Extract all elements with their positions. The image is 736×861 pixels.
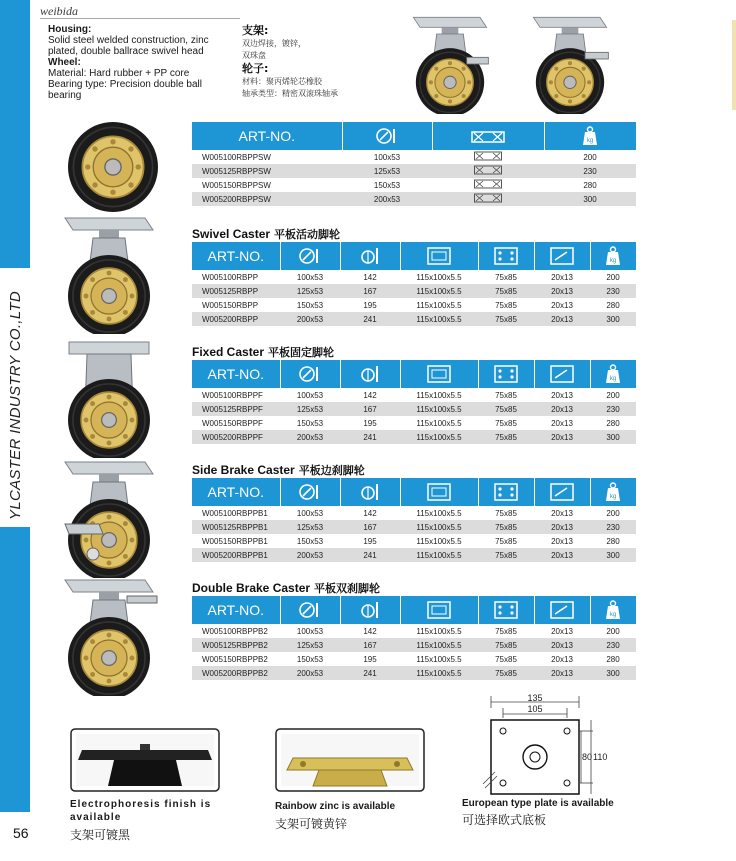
height-cell: 142 bbox=[363, 508, 377, 518]
load-cell: 280 bbox=[606, 654, 620, 664]
bolt-hole-cell: 75x85 bbox=[495, 390, 517, 400]
load-cell: 300 bbox=[544, 192, 636, 206]
fixed-caster-photo bbox=[50, 338, 168, 458]
bolt-size-cell: 20x13 bbox=[534, 284, 590, 298]
wheel-size-cell: 100x53 bbox=[296, 508, 324, 518]
wheel-size-cell: 125x53 bbox=[280, 284, 340, 298]
col-bolt-hole bbox=[478, 478, 534, 506]
col-load bbox=[590, 596, 636, 624]
col-height bbox=[340, 242, 400, 270]
wheel-size-cell: 125x53 bbox=[280, 520, 340, 534]
bolt-hole-cell: 75x85 bbox=[495, 626, 517, 636]
bolt-hole-cell: 75x85 bbox=[478, 638, 534, 652]
bolt-size-cell: 20x13 bbox=[551, 654, 573, 664]
top-plate-cell: 115x100x5.5 bbox=[400, 548, 478, 562]
height-cell: 167 bbox=[340, 402, 400, 416]
section-title-cn: 平板双刹脚轮 bbox=[314, 582, 381, 595]
col-height bbox=[340, 596, 400, 624]
top-plate-cell: 115x100x5.5 bbox=[416, 654, 462, 664]
art-no-cell: W005100RBPPSW bbox=[202, 152, 271, 162]
top-plate-icon bbox=[474, 193, 502, 203]
load-cell: 230 bbox=[544, 164, 636, 178]
height-cell: 195 bbox=[363, 536, 377, 546]
art-no-cell: W005200RBPPSW bbox=[192, 192, 342, 206]
wheel-size-cell: 200x53 bbox=[342, 192, 432, 206]
col-load bbox=[590, 360, 636, 388]
material-text-cn: 材料：聚丙烯轮芯橡胶 bbox=[242, 77, 322, 86]
dim-135-label: 135 bbox=[527, 694, 543, 703]
load-cell: 230 bbox=[590, 638, 636, 652]
wheel-size-cell: 150x53 bbox=[373, 180, 401, 190]
col-load bbox=[544, 122, 636, 150]
height-cell: 167 bbox=[340, 520, 400, 534]
table-row bbox=[192, 624, 636, 638]
bolt-size-icon bbox=[550, 365, 574, 383]
bolt-hole-cell: 75x85 bbox=[495, 508, 517, 518]
col-height bbox=[340, 478, 400, 506]
bolt-hole-cell: 75x85 bbox=[478, 666, 534, 680]
table-row bbox=[192, 416, 636, 430]
bolt-size-icon bbox=[550, 601, 574, 619]
wheel-size-icon bbox=[375, 126, 399, 146]
housing-line2-cn: 双珠盘 bbox=[242, 51, 266, 60]
col-top-plate bbox=[400, 360, 478, 388]
load-cell: 280 bbox=[583, 180, 597, 190]
top-plate-icon bbox=[427, 601, 451, 619]
col-plate bbox=[432, 122, 544, 150]
svg-text:kg: kg bbox=[610, 494, 617, 500]
wheel-size-cell: 200x53 bbox=[280, 666, 340, 680]
bolt-hole-cell: 75x85 bbox=[478, 312, 534, 326]
bolt-hole-icon bbox=[494, 365, 518, 383]
art-no-cell: W005125RBPPSW bbox=[192, 164, 342, 178]
table-row bbox=[192, 298, 636, 312]
brand-logo: weibida bbox=[40, 4, 78, 18]
bolt-size-cell: 20x13 bbox=[534, 638, 590, 652]
bolt-size-cell: 20x13 bbox=[534, 430, 590, 444]
art-no-cell: W005150RBPPB2 bbox=[202, 654, 268, 664]
table-row bbox=[192, 520, 636, 534]
load-icon bbox=[604, 482, 622, 502]
wheel-size-cell: 200x53 bbox=[280, 312, 340, 326]
art-no-cell: W005100RBPPF bbox=[202, 390, 263, 400]
housing-label-cn: 支架: bbox=[242, 24, 269, 37]
bolt-size-icon bbox=[550, 247, 574, 265]
height-cell: 241 bbox=[340, 312, 400, 326]
table-row bbox=[192, 666, 636, 680]
right-edge-strip bbox=[732, 20, 736, 110]
top-plate-icon bbox=[427, 483, 451, 501]
col-bolt-size bbox=[534, 478, 590, 506]
col-bolt-size bbox=[534, 242, 590, 270]
rainbow-zinc-caption-cn: 支架可镀黄锌 bbox=[275, 817, 348, 831]
art-no-cell: W005100RBPPB2 bbox=[202, 626, 268, 636]
col-top-plate bbox=[400, 242, 478, 270]
height-cell: 241 bbox=[340, 430, 400, 444]
section-title bbox=[192, 462, 365, 478]
wheel-size-icon bbox=[298, 246, 322, 266]
material-text: Material: Hard rubber + PP core bbox=[48, 68, 190, 79]
art-no-cell: W005125RBPPB2 bbox=[192, 638, 280, 652]
height-cell: 167 bbox=[340, 284, 400, 298]
section-title-cn: 平板活动脚轮 bbox=[274, 228, 341, 241]
col-height bbox=[340, 360, 400, 388]
top-plate-cell: 115x100x5.5 bbox=[400, 430, 478, 444]
top-plate-cell: 115x100x5.5 bbox=[416, 390, 462, 400]
col-bolt-hole bbox=[478, 596, 534, 624]
housing-label: Housing: bbox=[48, 24, 92, 35]
load-icon bbox=[604, 246, 622, 266]
bolt-size-icon bbox=[550, 483, 574, 501]
caster-photo-brake-2 bbox=[520, 14, 620, 114]
rainbow-zinc-photo bbox=[275, 728, 425, 792]
col-wheel-size bbox=[280, 596, 340, 624]
top-plate-cell: 115x100x5.5 bbox=[416, 626, 462, 636]
top-plate-cell: 115x100x5.5 bbox=[416, 300, 462, 310]
col-wheel-size bbox=[280, 478, 340, 506]
load-cell: 300 bbox=[590, 430, 636, 444]
col-wheel-size bbox=[280, 360, 340, 388]
bearing-text: Bearing type: Precision double ball bearing bbox=[48, 79, 202, 101]
dim-110-label: 110 bbox=[593, 752, 608, 762]
top-plate-cell: 115x100x5.5 bbox=[416, 536, 462, 546]
bolt-size-cell: 20x13 bbox=[534, 548, 590, 562]
wheel-photo bbox=[68, 122, 158, 212]
bearing-text-cn: 轴承类型：精密双滚珠轴承 bbox=[242, 89, 338, 98]
load-cell: 230 bbox=[590, 402, 636, 416]
bolt-hole-cell: 75x85 bbox=[478, 402, 534, 416]
art-no-cell: W005150RBPPSW bbox=[202, 180, 271, 190]
load-cell: 200 bbox=[606, 272, 620, 282]
bolt-size-cell: 20x13 bbox=[551, 536, 573, 546]
table-row bbox=[192, 534, 636, 548]
dim-80-label: 80 bbox=[582, 752, 593, 762]
bolt-size-cell: 20x13 bbox=[534, 520, 590, 534]
load-cell: 200 bbox=[606, 390, 620, 400]
top-plate-cell: 115x100x5.5 bbox=[400, 402, 478, 416]
col-art-no: ART-NO. bbox=[192, 242, 280, 270]
table-row bbox=[192, 178, 636, 192]
wheel-size-cell: 125x53 bbox=[280, 402, 340, 416]
section-title-en: Fixed Caster bbox=[192, 345, 265, 359]
load-cell: 200 bbox=[583, 152, 597, 162]
art-no-cell: W005200RBPPB2 bbox=[192, 666, 280, 680]
load-cell: 280 bbox=[606, 536, 620, 546]
height-icon bbox=[359, 364, 381, 384]
sidebar-top-band bbox=[0, 0, 30, 268]
logo-underline bbox=[40, 18, 240, 19]
spec-table bbox=[192, 596, 636, 680]
wheel-size-cell: 125x53 bbox=[280, 638, 340, 652]
top-plate-cell: 115x100x5.5 bbox=[400, 312, 478, 326]
table-row bbox=[192, 150, 636, 164]
wheel-size-cell: 150x53 bbox=[296, 418, 324, 428]
svg-text:kg: kg bbox=[587, 138, 594, 144]
table-row bbox=[192, 164, 636, 178]
height-cell: 142 bbox=[363, 272, 377, 282]
art-no-cell: W005150RBPPB1 bbox=[202, 536, 268, 546]
swivel-caster-photo bbox=[50, 214, 168, 334]
wheel-size-icon bbox=[298, 364, 322, 384]
top-plate-icon bbox=[474, 179, 502, 189]
top-plate-icon bbox=[427, 365, 451, 383]
col-bolt-size bbox=[534, 360, 590, 388]
wheel-size-cell: 150x53 bbox=[296, 536, 324, 546]
height-icon bbox=[359, 600, 381, 620]
bolt-size-cell: 20x13 bbox=[534, 666, 590, 680]
section-title bbox=[192, 580, 380, 596]
top-plate-cell: 115x100x5.5 bbox=[416, 508, 462, 518]
load-cell: 300 bbox=[590, 312, 636, 326]
col-art-no: ART-NO. bbox=[192, 360, 280, 388]
col-load bbox=[590, 478, 636, 506]
col-art-no: ART-NO. bbox=[192, 596, 280, 624]
spec-table bbox=[192, 360, 636, 444]
col-bolt-size bbox=[534, 596, 590, 624]
bolt-size-cell: 20x13 bbox=[534, 402, 590, 416]
top-plate-icon bbox=[427, 247, 451, 265]
art-no-cell: W005100RBPP bbox=[202, 272, 259, 282]
dim-105-label: 105 bbox=[527, 704, 543, 714]
height-cell: 167 bbox=[340, 638, 400, 652]
electrophoresis-photo bbox=[70, 728, 220, 792]
bolt-hole-cell: 75x85 bbox=[478, 548, 534, 562]
electrophoresis-caption: Electrophoresis finish is available bbox=[70, 799, 212, 823]
art-no-cell: W005100RBPPB1 bbox=[202, 508, 268, 518]
table-row bbox=[192, 430, 636, 444]
wheel-label: Wheel: bbox=[48, 57, 81, 68]
wheel-spec-table bbox=[192, 122, 636, 206]
top-plate-cell: 115x100x5.5 bbox=[400, 666, 478, 680]
height-cell: 142 bbox=[363, 626, 377, 636]
spec-table bbox=[192, 242, 636, 326]
top-plate-cell: 115x100x5.5 bbox=[400, 638, 478, 652]
plate-cell bbox=[432, 192, 544, 206]
bolt-size-cell: 20x13 bbox=[551, 300, 573, 310]
load-cell: 230 bbox=[590, 520, 636, 534]
plate-cell bbox=[432, 150, 544, 164]
height-cell: 195 bbox=[363, 300, 377, 310]
wheel-size-cell: 125x53 bbox=[342, 164, 432, 178]
table-row bbox=[192, 638, 636, 652]
spec-chinese bbox=[242, 24, 382, 100]
table-row bbox=[192, 402, 636, 416]
col-wheel-size bbox=[342, 122, 432, 150]
wheel-size-cell: 200x53 bbox=[280, 430, 340, 444]
bolt-hole-cell: 75x85 bbox=[495, 272, 517, 282]
load-icon bbox=[604, 364, 622, 384]
top-plate-icon bbox=[471, 129, 505, 145]
bolt-hole-cell: 75x85 bbox=[495, 418, 517, 428]
double-brake-caster-photo bbox=[50, 576, 168, 696]
table-row bbox=[192, 548, 636, 562]
section-title-en: Side Brake Caster bbox=[192, 463, 295, 477]
load-icon bbox=[581, 126, 599, 146]
table-row bbox=[192, 388, 636, 402]
wheel-size-cell: 100x53 bbox=[296, 390, 324, 400]
art-no-cell: W005200RBPP bbox=[192, 312, 280, 326]
bolt-hole-cell: 75x85 bbox=[495, 654, 517, 664]
bolt-hole-cell: 75x85 bbox=[478, 284, 534, 298]
bolt-size-cell: 20x13 bbox=[551, 272, 573, 282]
top-plate-cell: 115x100x5.5 bbox=[416, 418, 462, 428]
load-cell: 300 bbox=[590, 666, 636, 680]
load-cell: 280 bbox=[606, 418, 620, 428]
bolt-hole-icon bbox=[494, 601, 518, 619]
col-top-plate bbox=[400, 596, 478, 624]
art-no-cell: W005150RBPPF bbox=[202, 418, 263, 428]
load-icon bbox=[604, 600, 622, 620]
table-row bbox=[192, 652, 636, 666]
section-title bbox=[192, 344, 334, 360]
bolt-hole-icon bbox=[494, 483, 518, 501]
housing-text: Solid steel welded construction, zinc plated, double ballrace swivel head bbox=[48, 35, 209, 57]
art-no-cell: W005150RBPP bbox=[202, 300, 259, 310]
top-plate-cell: 115x100x5.5 bbox=[400, 284, 478, 298]
col-art-no: ART-NO. bbox=[192, 122, 342, 150]
wheel-size-cell: 100x53 bbox=[373, 152, 401, 162]
top-plate-icon bbox=[474, 151, 502, 161]
table-row bbox=[192, 312, 636, 326]
bolt-size-cell: 20x13 bbox=[551, 508, 573, 518]
load-cell: 300 bbox=[590, 548, 636, 562]
table-row bbox=[192, 270, 636, 284]
european-plate-caption-cn: 可选择欧式底板 bbox=[462, 813, 547, 827]
col-wheel-size bbox=[280, 242, 340, 270]
page-number: 56 bbox=[13, 825, 29, 841]
height-cell: 195 bbox=[363, 418, 377, 428]
section-title bbox=[192, 226, 340, 242]
wheel-size-icon bbox=[298, 482, 322, 502]
electrophoresis-caption-cn: 支架可镀黑 bbox=[70, 828, 131, 842]
top-plate-cell: 115x100x5.5 bbox=[416, 272, 462, 282]
bolt-size-cell: 20x13 bbox=[551, 626, 573, 636]
height-cell: 241 bbox=[340, 548, 400, 562]
art-no-cell: W005125RBPP bbox=[192, 284, 280, 298]
height-cell: 241 bbox=[340, 666, 400, 680]
european-plate-diagram bbox=[475, 694, 615, 798]
european-plate-caption: European type plate is available bbox=[462, 798, 614, 809]
top-plate-cell: 115x100x5.5 bbox=[400, 520, 478, 534]
art-no-cell: W005125RBPPF bbox=[192, 402, 280, 416]
art-no-cell: W005200RBPPB1 bbox=[192, 548, 280, 562]
art-no-cell: W005200RBPPF bbox=[192, 430, 280, 444]
wheel-size-cell: 200x53 bbox=[280, 548, 340, 562]
svg-text:kg: kg bbox=[610, 376, 617, 382]
section-title-en: Swivel Caster bbox=[192, 227, 271, 241]
wheel-size-cell: 150x53 bbox=[296, 654, 324, 664]
plate-cell bbox=[432, 178, 544, 192]
wheel-size-cell: 100x53 bbox=[296, 272, 324, 282]
side-brake-caster-photo bbox=[50, 458, 168, 578]
col-bolt-hole bbox=[478, 360, 534, 388]
load-cell: 200 bbox=[606, 508, 620, 518]
bolt-hole-icon bbox=[494, 247, 518, 265]
section-title-cn: 平板边刹脚轮 bbox=[298, 464, 365, 477]
spec-english bbox=[48, 24, 238, 101]
table-row bbox=[192, 192, 636, 206]
sidebar-company-name: YLCASTER INDUSTRY CO.,LTD bbox=[6, 290, 24, 520]
bolt-size-cell: 20x13 bbox=[534, 312, 590, 326]
table-row bbox=[192, 506, 636, 520]
section-title-cn: 平板固定脚轮 bbox=[268, 346, 335, 359]
wheel-size-cell: 100x53 bbox=[296, 626, 324, 636]
wheel-size-icon bbox=[298, 600, 322, 620]
height-cell: 195 bbox=[363, 654, 377, 664]
svg-text:kg: kg bbox=[610, 258, 617, 264]
top-plate-icon bbox=[474, 165, 502, 175]
col-top-plate bbox=[400, 478, 478, 506]
col-load bbox=[590, 242, 636, 270]
bolt-size-cell: 20x13 bbox=[551, 390, 573, 400]
load-cell: 280 bbox=[606, 300, 620, 310]
height-icon bbox=[359, 246, 381, 266]
height-cell: 142 bbox=[363, 390, 377, 400]
caster-photo-brake-1 bbox=[400, 14, 500, 114]
col-art-no: ART-NO. bbox=[192, 478, 280, 506]
bolt-size-cell: 20x13 bbox=[551, 418, 573, 428]
col-bolt-hole bbox=[478, 242, 534, 270]
housing-line1-cn: 双边焊接，镀锌， bbox=[242, 39, 306, 48]
spec-table bbox=[192, 478, 636, 562]
section-title-en: Double Brake Caster bbox=[192, 581, 311, 595]
bolt-hole-cell: 75x85 bbox=[478, 520, 534, 534]
sidebar-bottom-band bbox=[0, 527, 30, 812]
bolt-hole-cell: 75x85 bbox=[495, 536, 517, 546]
height-icon bbox=[359, 482, 381, 502]
bolt-hole-cell: 75x85 bbox=[495, 300, 517, 310]
svg-text:kg: kg bbox=[610, 612, 617, 618]
art-no-cell: W005125RBPPB1 bbox=[192, 520, 280, 534]
load-cell: 200 bbox=[606, 626, 620, 636]
bolt-hole-cell: 75x85 bbox=[478, 430, 534, 444]
rainbow-zinc-caption: Rainbow zinc is available bbox=[275, 801, 396, 812]
wheel-size-cell: 150x53 bbox=[296, 300, 324, 310]
wheel-label-cn: 轮子: bbox=[242, 62, 269, 75]
plate-cell bbox=[432, 164, 544, 178]
load-cell: 230 bbox=[590, 284, 636, 298]
table-row bbox=[192, 284, 636, 298]
